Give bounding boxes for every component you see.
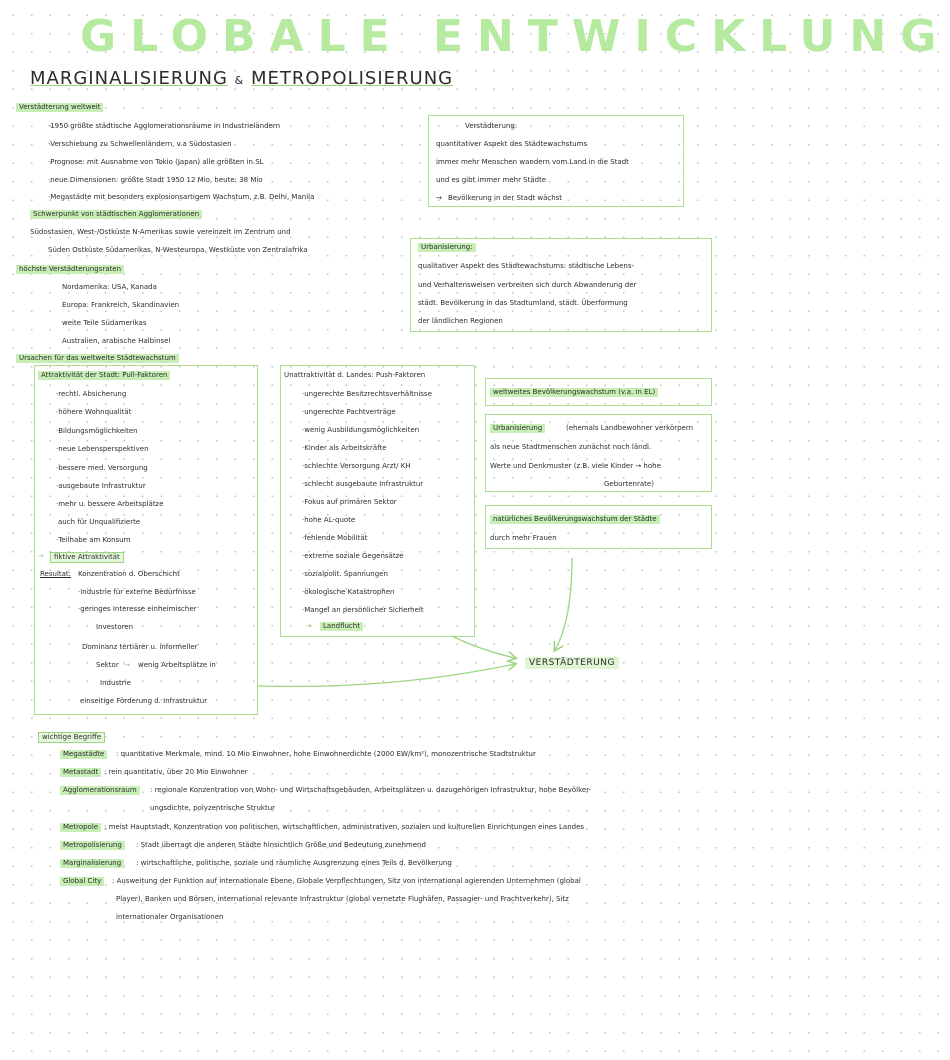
- text-line: ·1950 größte städtische Agglomerationsräume in Industrieländern: [48, 122, 281, 130]
- text-line: ·Teilhabe am Konsum: [56, 536, 131, 544]
- section-heading-begriffe: wichtige Begriffe: [38, 732, 105, 743]
- text-line: quantitativer Aspekt des Städtewachstums: [436, 140, 587, 148]
- term-agglomerationsraum: Agglomerationsraum: [60, 786, 140, 795]
- term-definition: : wirtschaftliche, politische, soziale und räumliche Ausgrenzung eines Teils d. Bevölkerung: [136, 859, 452, 867]
- text-line: Dominanz tertiärer u. informeller: [82, 643, 198, 651]
- arrow-icon: →: [124, 661, 130, 669]
- verstaedterung-result-label: VERSTÄDTERUNG: [525, 657, 619, 669]
- text-line: Süden Ostküste Südamerikas, N-Westeuropa, Westküste von Zentralafrika: [48, 246, 308, 254]
- text-line: Südostasien, West-/Ostküste N-Amerikas sowie vereinzelt im Zentrum und: [30, 228, 291, 236]
- page-title-text: GLOBALE ENTWICKLUNG: [80, 11, 950, 62]
- text-line: Industrie: [100, 679, 131, 687]
- term-definition-cont: ungsdichte, polyzentrische Struktur: [150, 804, 276, 812]
- text-line: weite Teile Südamerikas: [62, 319, 147, 327]
- section-heading-verstaedterung-weltweit: Verstädterung weltweit: [16, 103, 103, 112]
- text-line: auch für Unqualifizierte: [58, 518, 141, 526]
- right-box-label: Urbanisierung: [490, 424, 545, 433]
- arrow-icon: →: [436, 194, 442, 202]
- text-line: ·höhere Wohnqualität: [56, 408, 132, 416]
- term-definition: : quantitative Merkmale, mind. 10 Mio Einwohner, hohe Einwohnerdichte (2000 EW/km²), monozentrische Stadtstruktur: [116, 750, 536, 758]
- term-definition: : Stadt überragt die anderen Städte hinsichtlich Größe und Bedeutung zunehmend: [136, 841, 426, 849]
- text-line: Nordamerika: USA, Kanada: [62, 283, 157, 291]
- definition-heading: Urbanisierung:: [418, 243, 476, 252]
- arrow-push-to-result: [452, 636, 515, 658]
- text-line: ·Megastädte mit besonders explosionsartigem Wachstum, z.B. Delhi, Manila: [48, 193, 315, 201]
- subtitle-part2: METROPOLISIERUNG: [250, 68, 454, 89]
- landflucht-label: Landflucht: [320, 622, 363, 631]
- text-line: ·ungerechte Pachtverträge: [302, 408, 396, 416]
- push-heading: Unattraktivität d. Landes: Push-Faktoren: [284, 371, 426, 379]
- text-line: immer mehr Menschen wandern vom Land in die Stadt: [436, 158, 629, 166]
- section-heading-ursachen: Ursachen für das weltweite Städtewachstum: [16, 354, 179, 363]
- resultat-label: Resultat:: [40, 570, 72, 578]
- text-line: ·ungerechte Besitzrechtsverhältnisse: [302, 390, 432, 398]
- text-line: ·schlecht ausgebaute Infrastruktur: [302, 480, 424, 488]
- term-definition: : meist Hauptstadt, Konzentration von politischen, wirtschaftlichen, administrativen, sozialen und kulturellen Einrichtungen eines Landes: [104, 823, 585, 831]
- text-line: und es gibt immer mehr Städte: [436, 176, 547, 184]
- term-definition: : Ausweitung der Funktion auf internationale Ebene, Globale Verpflechtungen, Sitz von international agierenden Unternehmen (global: [112, 877, 581, 885]
- arrow-icon: →: [306, 622, 312, 630]
- term-definition-cont: internationaler Organisationen: [116, 913, 224, 921]
- text-line: einseitige Förderung d. Infrastruktur: [80, 697, 208, 705]
- text-line: Werte und Denkmuster (z.B. viele Kinder → hohe: [490, 462, 661, 470]
- text-line: ·geringes Interesse einheimischer: [78, 605, 197, 613]
- section-heading-hoechste: höchste Verstädterungsraten: [16, 265, 124, 274]
- text-line: ·fehlende Mobilität: [302, 534, 368, 542]
- term-definition: : regionale Konzentration von Wohn- und Wirtschaftsgebäuden, Arbeitsplätzen u. dazugehörigen Infrastruktur, hohe Bevölker-: [150, 786, 592, 794]
- text-line: ·neue Dimensionen: größte Stadt 1950 12 Mio, heute: 38 Mio: [48, 176, 263, 184]
- text-line: ·Mangel an persönlicher Sicherheit: [302, 606, 424, 614]
- text-line: ·neue Lebensperspektiven: [56, 445, 149, 453]
- section-heading-schwerpunkt: Schwerpunkt von städtischen Agglomerationen: [30, 210, 202, 219]
- text-line: ·mehr u. bessere Arbeitsplätze: [56, 500, 164, 508]
- text-line: ·ökologische Katastrophen: [302, 588, 395, 596]
- text-line: der ländlichen Regionen: [418, 317, 503, 325]
- text-line: wenig Arbeitsplätze in: [138, 661, 216, 669]
- text-line: Europa: Frankreich, Skandinavien: [62, 301, 180, 309]
- text-line: ·sozialpolit. Spannungen: [302, 570, 388, 578]
- text-line: ·rechtl. Absicherung: [56, 390, 127, 398]
- arrow-pull-to-result: [258, 664, 515, 687]
- arrow-right-to-result: [555, 558, 572, 650]
- text-line: (ehemals Landbewohner verkörpern: [566, 424, 694, 432]
- text-line: durch mehr Frauen: [490, 534, 557, 542]
- text-line: städt. Bevölkerung in das Stadtumland, städt. Überformung: [418, 299, 628, 307]
- text-line: und Verhaltensweisen verbreiten sich durch Abwanderung der: [418, 281, 637, 289]
- text-line: als neue Stadtmenschen zunächst noch ländl.: [490, 443, 652, 451]
- term-definition-cont: Player), Banken und Börsen, international relevante Infrastruktur (global vernetzte Flughäfen, Passagier- und Frachtverkehr), Sitz: [116, 895, 569, 903]
- subtitle-amp: &: [234, 74, 245, 87]
- text-line: Investoren: [96, 623, 134, 631]
- text-line: ·Bildungsmöglichkeiten: [56, 427, 138, 435]
- text-line: ·hohe AL-quote: [302, 516, 356, 524]
- subtitle-part1: MARGINALISIERUNG: [30, 68, 228, 89]
- term-marginalisierung: Marginalisierung: [60, 859, 124, 868]
- term-metropolisierung: Metropolisierung: [60, 841, 125, 850]
- text-line: ·Prognose: mit Ausnahme von Tokio (Japan) alle größten in SL: [48, 158, 264, 166]
- text-line: ·schlechte Versorgung Arzt/ KH: [302, 462, 411, 470]
- text-line: Konzentration d. Oberschicht: [78, 570, 180, 578]
- text-line: ·Fokus auf primären Sektor: [302, 498, 397, 506]
- term-metastadt: Metastadt: [60, 768, 101, 777]
- text-line: ·Kinder als Arbeitskräfte: [302, 444, 387, 452]
- right-box-label: natürliches Bevölkerungswachstum der Städte: [490, 515, 660, 524]
- term-metropole: Metropole: [60, 823, 101, 832]
- text-line: ·wenig Ausbildungsmöglichkeiten: [302, 426, 420, 434]
- text-line: ·Industrie für externe Bedürfnisse: [78, 588, 196, 596]
- text-line: ·bessere med. Versorgung: [56, 464, 148, 472]
- fiktive-attraktivitaet-label: fiktive Attraktivität: [50, 552, 124, 563]
- text-line: ·extreme soziale Gegensätze: [302, 552, 404, 560]
- term-megastaedte: Megastädte: [60, 750, 107, 759]
- arrow-icon: →: [38, 552, 44, 560]
- text-line: Australien, arabische Halbinsel: [62, 337, 171, 345]
- term-global-city: Global City: [60, 877, 104, 886]
- pull-heading: Attraktivität der Stadt: Pull-Faktoren: [38, 371, 170, 380]
- text-line: Geburtenrate): [604, 480, 654, 488]
- definition-heading: Verstädterung:: [465, 122, 518, 130]
- text-line: ·ausgebaute Infrastruktur: [56, 482, 146, 490]
- text-line: qualitativer Aspekt des Städtewachstums: städtische Lebens-: [418, 262, 635, 270]
- text-line: Sektor: [96, 661, 119, 669]
- term-definition: : rein quantitativ, über 20 Mio Einwohner: [104, 768, 248, 776]
- text-line: ·Verschiebung zu Schwellenländern, v.a Südostasien: [48, 140, 232, 148]
- right-box-text: weltweites Bevölkerungswachstum (v.a. in EL): [490, 388, 658, 397]
- text-line: Bevölkerung in der Stadt wächst: [448, 194, 563, 202]
